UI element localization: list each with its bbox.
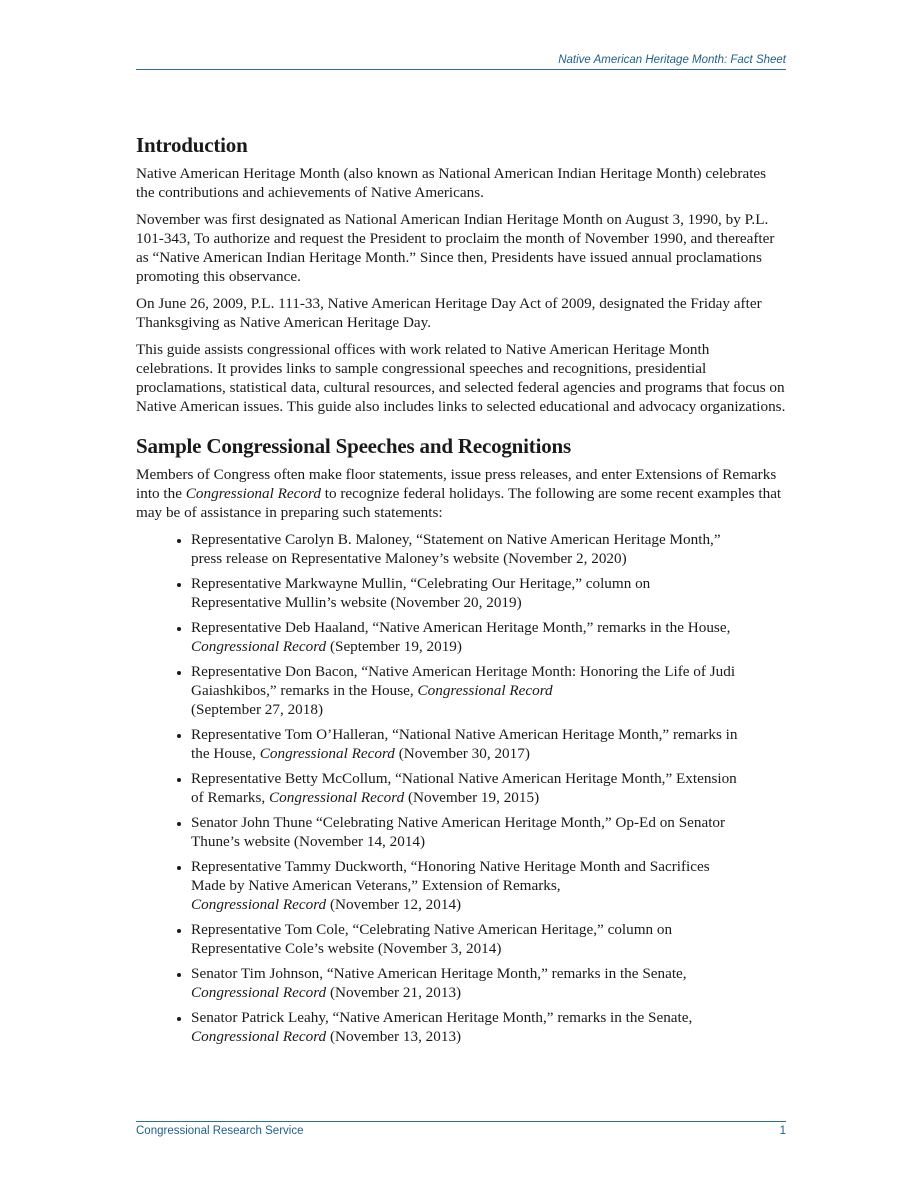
intro-paragraph: On June 26, 2009, P.L. 111-33, Native American Heritage Day Act of 2009, designated the Friday after Thanksgiving as Native American Heritage Day. — [136, 295, 762, 331]
intro-heading: Introduction — [136, 133, 248, 157]
speeches-intro: Members of Congress often make floor statements, issue press releases, and enter Extensions of Remarks into the Congressional Record to recognize federal holidays. The following are some recent examples that may be of assistance in preparing such statements: — [136, 466, 782, 521]
list-item: • Representative Tom Cole, “Celebrating Native American Heritage,” column on Representative Cole’s website (November 3, 2014) — [191, 920, 788, 958]
list-item: • Representative Don Bacon, “Native American Heritage Month: Honoring the Life of Judi Gaiashkibos,” remarks in the House, Congressional Record (September 27, 2018) — [191, 662, 788, 719]
list-item: • Representative Tammy Duckworth, “Honoring Native Heritage Month and Sacrifices Made by Native American Veterans,” Extension of Remarks, Congressional Record (November 12, 2014) — [191, 857, 788, 914]
running-header — [136, 54, 786, 70]
intro-paragraph: November was first designated as National American Indian Heritage Month on August 3, 1990, by P.L. 101-343, To authorize and request the President to proclaim the month of November 1990, and thereafter as “Native American Indian Heritage Month.” Since then, Presidents have issued annual proclamations promoting this observance. — [136, 211, 775, 285]
footer-source: Congressional Research Service — [136, 1125, 304, 1137]
speeches-list — [136, 530, 788, 1046]
list-item: • Representative Betty McCollum, “National Native American Heritage Month,” Extension of Remarks, Congressional Record (November 19, 2015) — [191, 769, 788, 807]
list-item: • Senator Tim Johnson, “Native American Heritage Month,” remarks in the Senate, Congressional Record (November 21, 2013) — [191, 964, 788, 1002]
list-item: • Representative Carolyn B. Maloney, “Statement on Native American Heritage Month,” press release on Representative Maloney’s website (November 2, 2020) — [191, 530, 788, 568]
speeches-heading: Sample Congressional Speeches and Recognitions — [136, 434, 571, 458]
list-item: • Representative Markwayne Mullin, “Celebrating Our Heritage,” column on Representative Mullin’s website (November 20, 2019) — [191, 574, 788, 612]
page-number: 1 — [779, 1125, 786, 1137]
header-title: Native American Heritage Month: Fact Sheet — [558, 54, 786, 66]
list-item: • Representative Tom O’Halleran, “National Native American Heritage Month,” remarks in the House, Congressional Record (November 30, 2017) — [191, 725, 788, 763]
page-body — [136, 133, 788, 1052]
intro-paragraph: This guide assists congressional offices with work related to Native American Heritage Month celebrations. It provides links to sample congressional speeches and recognitions, presidential proclamations, statistical data, cultural resources, and selected federal agencies and programs that focus on Native American issues. This guide also includes links to selected educational and advocacy organizations. — [136, 341, 786, 415]
list-item: • Senator Patrick Leahy, “Native American Heritage Month,” remarks in the Senate, Congressional Record (November 13, 2013) — [191, 1008, 788, 1046]
intro-paragraph: Native American Heritage Month (also known as National American Indian Heritage Month) celebrates the contributions and achievements of Native Americans. — [136, 165, 767, 201]
page-footer — [136, 1121, 786, 1137]
list-item: • Representative Deb Haaland, “Native American Heritage Month,” remarks in the House, Congressional Record (September 19, 2019) — [191, 618, 788, 656]
list-item: • Senator John Thune “Celebrating Native American Heritage Month,” Op-Ed on Senator Thune’s website (November 14, 2014) — [191, 813, 788, 851]
